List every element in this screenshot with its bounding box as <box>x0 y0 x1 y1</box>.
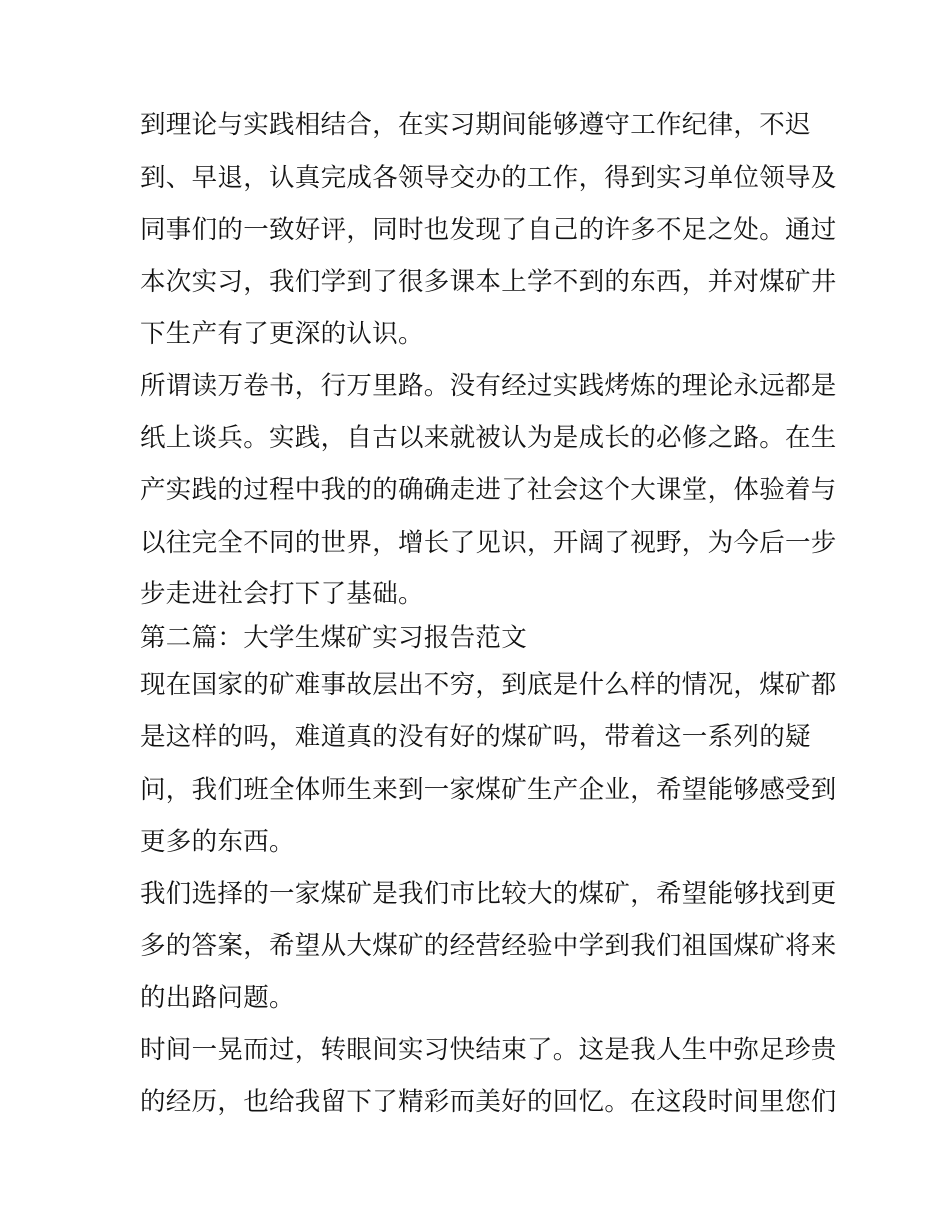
text-line: 更多的东西。 <box>140 827 295 857</box>
text-line: 的出路问题。 <box>140 983 295 1013</box>
text-line: 到理论与实践相结合，在实习期间能够遵守工作纪律，不迟 <box>140 110 811 140</box>
text-line: 以往完全不同的世界，增长了见识，开阔了视野，为今后一步 <box>140 528 837 558</box>
text-line: 同事们的一致好评，同时也发现了自己的许多不足之处。通过 <box>140 215 837 245</box>
text-line: 多的答案，希望从大煤矿的经营经验中学到我们祖国煤矿将来 <box>140 931 837 961</box>
text-line: 我们选择的一家煤矿是我们市比较大的煤矿，希望能够找到更 <box>140 879 837 909</box>
text-line: 的经历，也给我留下了精彩而美好的回忆。在这段时间里您们 <box>140 1087 837 1117</box>
text-line: 时间一晃而过，转眼间实习快结束了。这是我人生中弥足珍贵 <box>140 1035 837 1065</box>
text-line: 到、早退，认真完成各领导交办的工作，得到实习单位领导及 <box>140 163 837 193</box>
text-line: 纸上谈兵。实践，自古以来就被认为是成长的必修之路。在生 <box>140 423 837 453</box>
text-line: 问，我们班全体师生来到一家煤矿生产企业，希望能够感受到 <box>140 775 837 805</box>
text-line: 本次实习，我们学到了很多课本上学不到的东西，并对煤矿井 <box>140 267 837 297</box>
text-line: 所谓读万卷书，行万里路。没有经过实践烤炼的理论永远都是 <box>140 371 837 401</box>
text-line: 现在国家的矿难事故层出不穷，到底是什么样的情况，煤矿都 <box>140 670 837 700</box>
text-line: 产实践的过程中我的的确确走进了社会这个大课堂，体验着与 <box>140 475 837 505</box>
section-heading: 第二篇：大学生煤矿实习报告范文 <box>140 623 528 653</box>
text-line: 下生产有了更深的认识。 <box>140 319 424 349</box>
text-line: 步走进社会打下了基础。 <box>140 579 424 609</box>
text-line: 是这样的吗，难道真的没有好的煤矿吗，带着这一系列的疑 <box>140 722 811 752</box>
